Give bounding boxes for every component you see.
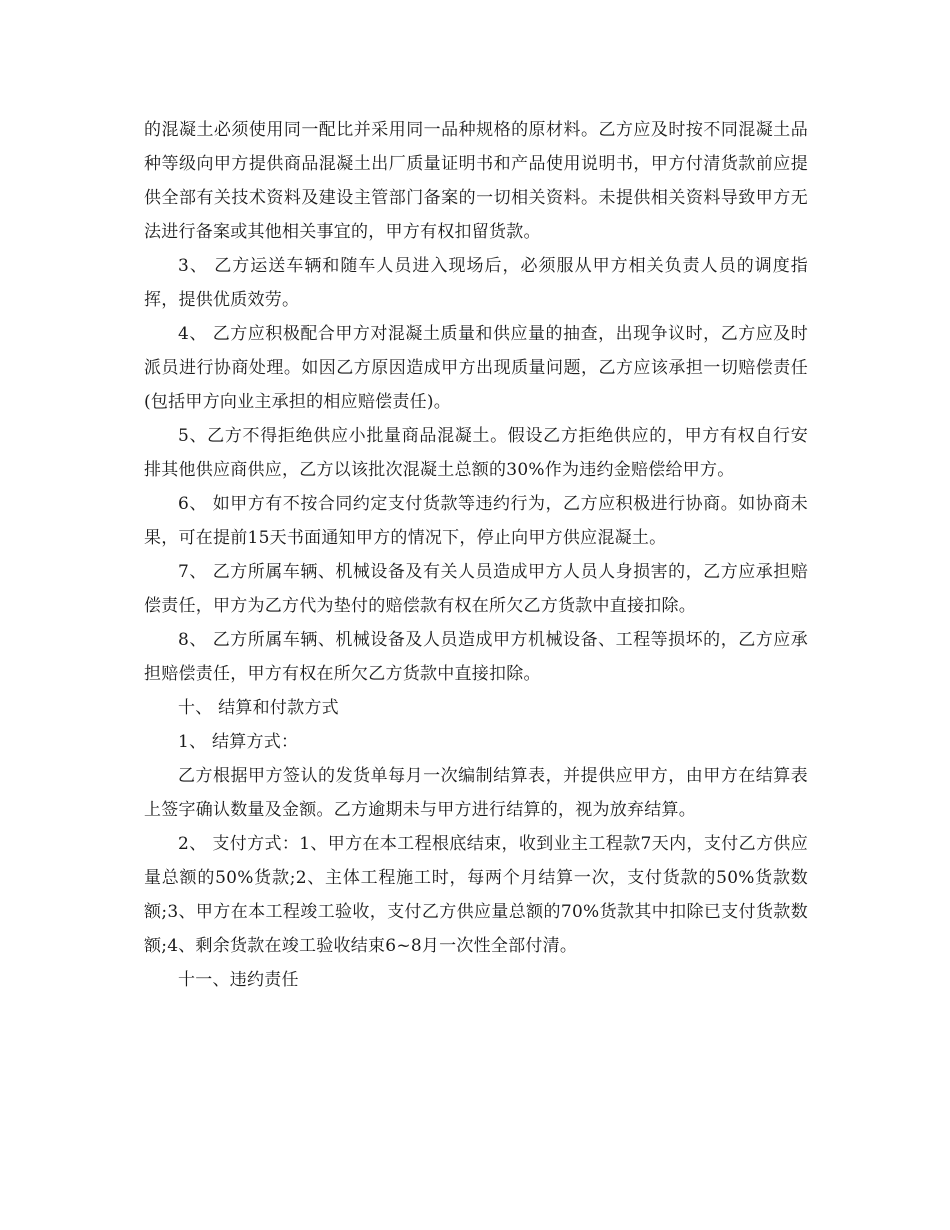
section-heading-liability: 十一、违约责任 — [178, 970, 299, 990]
clause-3: 3、 乙方运送车辆和随车人员进入现场后，必须服从甲方相关负责人员的调度指挥，提供优质效劳。 — [144, 256, 808, 310]
document-body — [144, 113, 808, 997]
settlement-method-heading: 1、 结算方式： — [178, 732, 299, 752]
clause-5: 5、乙方不得拒绝供应小批量商品混凝土。假设乙方拒绝供应的，甲方有权自行安排其他供应商供应，乙方以该批次混凝土总额的30%作为违约金赔偿给甲方。 — [144, 426, 808, 480]
payment-method-text: 2、 支付方式：1、甲方在本工程根底结束，收到业主工程款7天内，支付乙方供应量总额的50%货款;2、主体工程施工时，每两个月结算一次，支付货款的50%货款数额;3、甲方在本工程竣工验收，支付乙方供应量总额的70%货款其中扣除已支付货款数额;4、剩余货款在竣工验收结束6~8月一次性全部付清。 — [144, 834, 808, 956]
clause-4: 4、 乙方应积极配合甲方对混凝土质量和供应量的抽查，出现争议时，乙方应及时派员进行协商处理。如因乙方原因造成甲方出现质量问题，乙方应该承担一切赔偿责任(包括甲方向业主承担的相应赔偿责任)。 — [144, 324, 808, 412]
settlement-method-text: 乙方根据甲方签认的发货单每月一次编制结算表，并提供应甲方，由甲方在结算表上签字确认数量及金额。乙方逾期未与甲方进行结算的，视为放弃结算。 — [144, 766, 808, 820]
clause-6: 6、 如甲方有不按合同约定支付货款等违约行为，乙方应积极进行协商。如协商未果，可在提前15天书面通知甲方的情况下，停止向甲方供应混凝土。 — [144, 494, 808, 548]
section-heading-settlement: 十、 结算和付款方式 — [178, 698, 339, 718]
paragraph-continuation: 的混凝土必须使用同一配比并采用同一品种规格的原材料。乙方应及时按不同混凝土品种等级向甲方提供商品混凝土出厂质量证明书和产品使用说明书，甲方付清货款前应提供全部有关技术资料及建设主管部门备案的一切相关资料。未提供相关资料导致甲方无法进行备案或其他相关事宜的，甲方有权扣留货款。 — [144, 120, 808, 242]
clause-8: 8、 乙方所属车辆、机械设备及人员造成甲方机械设备、工程等损坏的，乙方应承担赔偿责任，甲方有权在所欠乙方货款中直接扣除。 — [144, 630, 808, 684]
clause-7: 7、 乙方所属车辆、机械设备及有关人员造成甲方人员人身损害的，乙方应承担赔偿责任，甲方为乙方代为垫付的赔偿款有权在所欠乙方货款中直接扣除。 — [144, 562, 808, 616]
